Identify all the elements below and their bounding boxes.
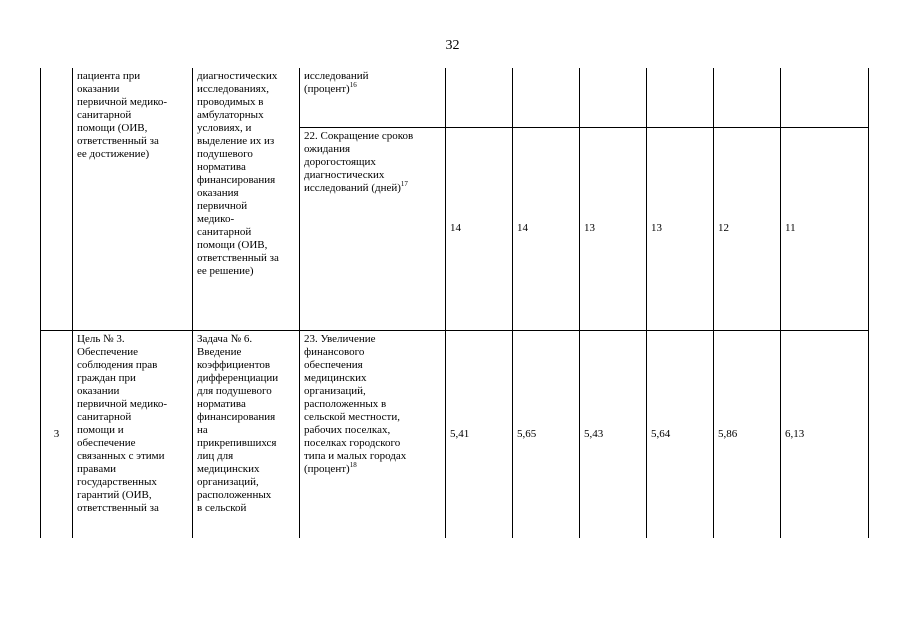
- text-line: пациента при: [77, 70, 141, 82]
- table-row: [41, 68, 869, 127]
- text-line: Задача № 6.: [197, 332, 253, 345]
- text-line: исследований (дней)$^{17}$: [304, 179, 408, 194]
- task-text: [197, 70, 295, 278]
- text-line: оказании: [77, 83, 120, 95]
- text-line: первичной медико-: [77, 397, 168, 410]
- value-cell: 5,43: [580, 330, 647, 538]
- text-line: (процент)$^{16}$: [304, 81, 357, 95]
- footnote-ref: 17: [400, 179, 408, 188]
- text-line: связанных с этими: [77, 449, 165, 462]
- text-line: государственных: [77, 475, 157, 488]
- text-line: амбулаторных: [197, 109, 264, 121]
- text-line: поселках городского: [304, 436, 401, 449]
- indicators-table: [40, 68, 869, 538]
- text-line: оказании: [77, 384, 120, 397]
- table-row: [41, 330, 869, 538]
- text-line: ожидания: [304, 142, 351, 155]
- indicator-23-text: [304, 333, 441, 476]
- text-line: санитарной: [77, 410, 132, 423]
- value-cell: 5,65: [513, 330, 580, 538]
- text-line: правами: [77, 462, 117, 475]
- text-line: проводимых в: [197, 96, 264, 108]
- text-line: исследованиях,: [197, 83, 269, 95]
- text-line: в сельской: [197, 501, 247, 514]
- text-line: санитарной: [77, 109, 132, 121]
- text-line: (процент)$^{18}$: [304, 460, 357, 475]
- value-cell: 5,86: [714, 330, 781, 538]
- page-number: 32: [445, 38, 460, 53]
- value-cell: 14: [446, 127, 513, 330]
- value-cell: 6,13: [781, 330, 869, 538]
- text-line: типа и малых городах: [304, 449, 407, 462]
- text-line: организаций,: [197, 475, 259, 488]
- goal-cell: [73, 68, 193, 330]
- value-cell: 14: [513, 127, 580, 330]
- text-line: оказания: [197, 187, 239, 199]
- text-line: медико-: [197, 213, 235, 225]
- indicator-cell: [300, 127, 446, 330]
- text-line: норматива: [197, 397, 246, 410]
- text-line: дорогостоящих: [304, 155, 376, 168]
- text-line: Обеспечение: [77, 345, 138, 358]
- text-line: исследований: [304, 70, 369, 82]
- value-cell: 13: [580, 127, 647, 330]
- text-line: сельской местности,: [304, 410, 401, 423]
- task-text: [197, 333, 295, 515]
- text-line: санитарной: [197, 226, 252, 238]
- text-line: финансирования: [197, 410, 276, 423]
- goal-cell: [73, 330, 193, 538]
- goal-text: [77, 70, 188, 161]
- row-number-cell: [41, 68, 73, 330]
- text-line: расположенных в: [304, 397, 387, 410]
- text-line: подушевого: [197, 148, 253, 160]
- text-line: граждан при: [77, 371, 136, 384]
- text-line: финансового: [304, 345, 365, 358]
- text-line: выделение их из: [197, 135, 275, 147]
- value-cell: 11: [781, 127, 869, 330]
- indicator-cell: [300, 68, 446, 127]
- value-cell: 5,64: [647, 330, 714, 538]
- text-line: норматива: [197, 161, 246, 173]
- value-cell: [580, 68, 647, 127]
- text-line: условиях, и: [197, 122, 252, 134]
- row-number-cell: 3: [41, 330, 73, 538]
- text-line: расположенных: [197, 488, 272, 501]
- footnote-ref: 18: [349, 460, 357, 469]
- text-line: лиц для: [197, 449, 234, 462]
- value-cell: 12: [714, 127, 781, 330]
- text-line: прикрепившихся: [197, 436, 277, 449]
- text-line: медицинских: [304, 371, 367, 384]
- footnote-ref: 16: [349, 81, 357, 89]
- text-line: для подушевого: [197, 384, 272, 397]
- text-line: помощи (ОИВ,: [77, 122, 148, 134]
- text-line: обеспечения: [304, 358, 363, 371]
- text-line: первичной: [197, 200, 248, 212]
- text-line: медицинских: [197, 462, 260, 475]
- indicator-21-text: [304, 70, 441, 96]
- text-line: рабочих поселках,: [304, 423, 391, 436]
- value-cell: [513, 68, 580, 127]
- goal-text: [77, 333, 188, 515]
- text-line: дифференциации: [197, 371, 279, 384]
- text-line: ее достижение): [77, 148, 150, 160]
- text-line: обеспечение: [77, 436, 136, 449]
- text-line: 22. Сокращение сроков: [304, 129, 414, 142]
- text-line: Введение: [197, 345, 242, 358]
- text-line: ответственный за: [197, 252, 279, 264]
- text-line: соблюдения прав: [77, 358, 158, 371]
- value-cell: [714, 68, 781, 127]
- value-cell: 5,41: [446, 330, 513, 538]
- text-line: ее решение): [197, 265, 254, 277]
- indicator-cell: [300, 330, 446, 538]
- text-line: Цель № 3.: [77, 332, 125, 345]
- text-line: гарантий (ОИВ,: [77, 488, 152, 501]
- text-line: финансирования: [197, 174, 276, 186]
- indicator-22-text: [304, 130, 441, 195]
- text-line: организаций,: [304, 384, 366, 397]
- value-cell: [446, 68, 513, 127]
- text-line: ответственный за: [77, 501, 159, 514]
- text-line: 23. Увеличение: [304, 332, 376, 345]
- text-line: диагностических: [197, 70, 278, 82]
- value-cell: 13: [647, 127, 714, 330]
- text-line: первичной медико-: [77, 96, 168, 108]
- text-line: на: [197, 423, 208, 436]
- text-line: ответственный за: [77, 135, 159, 147]
- text-line: диагностических: [304, 168, 385, 181]
- text-line: помощи и: [77, 423, 124, 436]
- text-line: коэффициентов: [197, 358, 271, 371]
- task-cell: [193, 68, 300, 330]
- value-cell: [647, 68, 714, 127]
- value-cell: [781, 68, 869, 127]
- task-cell: [193, 330, 300, 538]
- text-line: помощи (ОИВ,: [197, 239, 268, 251]
